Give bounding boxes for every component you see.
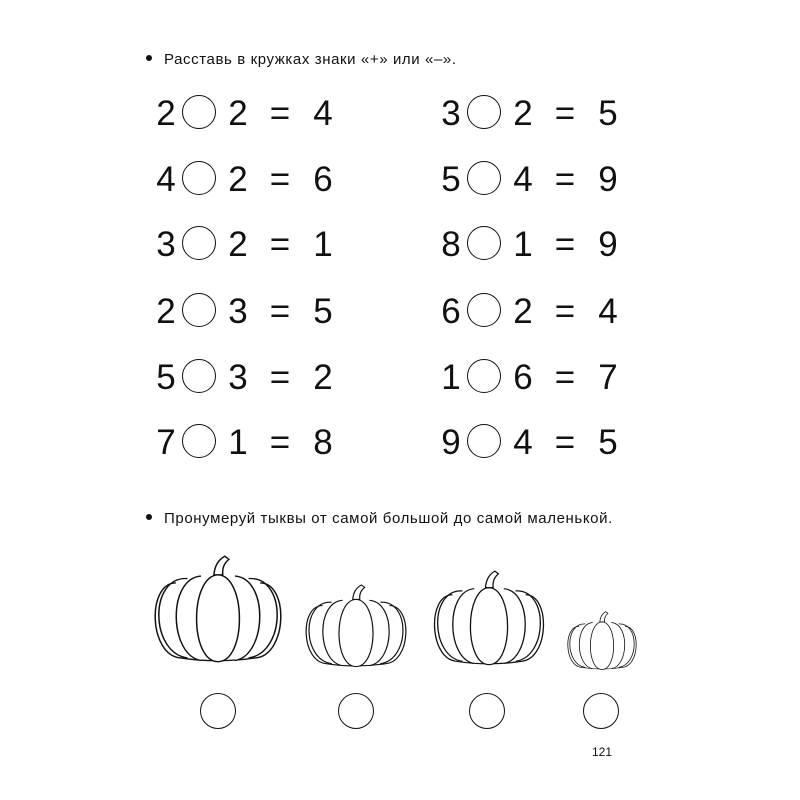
operand-b: 2: [228, 160, 248, 199]
operand-a: 2: [156, 94, 176, 133]
pumpkin-4-icon: [568, 612, 636, 670]
operand-a: 2: [156, 292, 176, 331]
operand-a: 6: [441, 292, 461, 331]
operand-a: 3: [156, 225, 176, 264]
equals-sign: =: [269, 225, 291, 264]
result: 5: [313, 292, 333, 331]
operand-a: 3: [441, 94, 461, 133]
operand-b: 1: [513, 225, 533, 264]
pumpkin-1-icon: [155, 556, 281, 661]
operand-a: 9: [441, 423, 461, 462]
result: 5: [598, 94, 618, 133]
result: 5: [598, 423, 618, 462]
result: 4: [598, 292, 618, 331]
pumpkin-3-answer-circle[interactable]: [469, 693, 505, 729]
operand-b: 6: [513, 358, 533, 397]
result: 9: [598, 160, 618, 199]
operand-a: 4: [156, 160, 176, 199]
equals-sign: =: [554, 423, 576, 462]
pumpkin-1-answer-circle[interactable]: [200, 693, 236, 729]
pumpkin-2-icon: [306, 585, 406, 667]
result: 8: [313, 423, 333, 462]
equals-sign: =: [269, 423, 291, 462]
result: 2: [313, 358, 333, 397]
task-text: Пронумеруй тыквы от самой большой до самой маленькой.: [164, 510, 613, 527]
equals-sign: =: [269, 292, 291, 331]
operand-a: 1: [441, 358, 461, 397]
operand-b: 3: [228, 358, 248, 397]
equals-sign: =: [554, 358, 576, 397]
operand-b: 2: [228, 225, 248, 264]
operand-a: 7: [156, 423, 176, 462]
operand-b: 3: [228, 292, 248, 331]
result: 7: [598, 358, 618, 397]
operand-b: 1: [228, 423, 248, 462]
operand-b: 4: [513, 423, 533, 462]
equals-sign: =: [269, 160, 291, 199]
result: 9: [598, 225, 618, 264]
equals-sign: =: [554, 225, 576, 264]
result: 4: [313, 94, 333, 133]
equals-sign: =: [269, 358, 291, 397]
equals-sign: =: [269, 94, 291, 133]
operand-a: 8: [441, 225, 461, 264]
result: 1: [313, 225, 333, 264]
task-text: Расставь в кружках знаки «+» или «–».: [164, 51, 457, 68]
equals-sign: =: [554, 94, 576, 133]
result: 6: [313, 160, 333, 199]
operand-b: 4: [513, 160, 533, 199]
operand-a: 5: [156, 358, 176, 397]
operand-b: 2: [513, 94, 533, 133]
equals-sign: =: [554, 292, 576, 331]
operand-a: 5: [441, 160, 461, 199]
operand-b: 2: [513, 292, 533, 331]
page-number: 121: [592, 745, 613, 759]
operand-b: 2: [228, 94, 248, 133]
pumpkin-4-answer-circle[interactable]: [583, 693, 619, 729]
equals-sign: =: [554, 160, 576, 199]
pumpkin-2-answer-circle[interactable]: [338, 693, 374, 729]
pumpkin-3-icon: [435, 571, 544, 665]
